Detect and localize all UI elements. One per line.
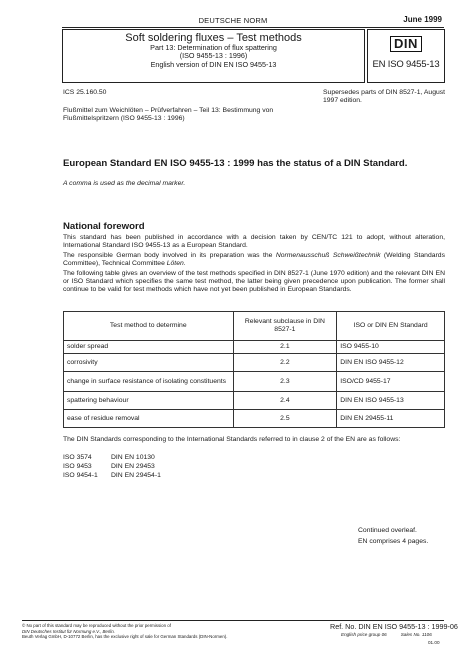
copyright-line: DIN Deutsches Institut für Normung e.V., Berlin. bbox=[22, 628, 115, 634]
din-ref: DIN EN 29454-1 bbox=[111, 471, 161, 479]
page-count: EN comprises 4 pages. bbox=[358, 538, 429, 545]
iso-ref: ISO 9453 bbox=[63, 462, 92, 470]
title-block bbox=[62, 29, 365, 83]
national-foreword-heading: National foreword bbox=[63, 221, 145, 232]
column-header: ISO or DIN EN Standard bbox=[337, 312, 445, 341]
table-row bbox=[64, 341, 445, 354]
table-cell: ISO/CD 9455-17 bbox=[337, 372, 445, 392]
din-block bbox=[367, 29, 445, 83]
table-cell: ISO 9455-10 bbox=[337, 341, 445, 354]
p2-text: . bbox=[183, 260, 186, 268]
foreword-paragraph-2 bbox=[63, 252, 445, 268]
table-cell: DIN EN 29455-11 bbox=[337, 410, 445, 428]
table-cell: spattering behaviour bbox=[64, 392, 234, 410]
ics-code: ICS 25.160.50 bbox=[63, 89, 107, 96]
table-cell: 2.5 bbox=[233, 410, 337, 428]
technical-committee-de: Löten bbox=[166, 260, 184, 268]
table-row bbox=[64, 410, 445, 428]
reference-number: Ref. No. DIN EN ISO 9455-13 : 1999-06 bbox=[330, 622, 458, 631]
reference-list bbox=[63, 454, 161, 480]
test-methods-table bbox=[63, 311, 445, 428]
table-cell: 2.4 bbox=[233, 392, 337, 410]
table-row bbox=[64, 392, 445, 410]
sales-number: Sales No. 1106 bbox=[400, 632, 432, 637]
table-cell: 2.3 bbox=[233, 372, 337, 392]
column-header: Test method to determine bbox=[64, 312, 234, 341]
table-cell: solder spread bbox=[64, 341, 234, 354]
table-cell: 2.2 bbox=[233, 354, 337, 372]
continued-overleaf: Continued overleaf. bbox=[358, 527, 417, 534]
document-title: Soft soldering fluxes – Test methods bbox=[125, 32, 302, 44]
table-row bbox=[64, 354, 445, 372]
p2-text: (Welding Standards Committee), Technical Committee bbox=[63, 252, 445, 268]
supersedes-note: Supersedes parts of DIN 8527-1, August 1997 edition. bbox=[323, 89, 446, 104]
continuation-note bbox=[358, 525, 428, 547]
list-item bbox=[63, 463, 161, 472]
publication-date: June 1999 bbox=[403, 15, 442, 24]
document-part: Part 13: Determination of flux spattering bbox=[150, 43, 277, 52]
table-row bbox=[64, 372, 445, 392]
table-cell: change in surface resistance of isolating constituents bbox=[64, 372, 234, 392]
english-version-note: English version of DIN EN ISO 9455-13 bbox=[150, 59, 277, 69]
iso-ref: ISO 3574 bbox=[63, 454, 92, 461]
copyright-line: © No part of this standard may be reproduced without the prior permission of bbox=[22, 623, 171, 628]
table-cell: corrosivity bbox=[64, 354, 234, 372]
iso-reference: (ISO 9455-13 : 1996) bbox=[179, 51, 248, 61]
standard-number: EN ISO 9455-13 bbox=[372, 59, 440, 70]
table-cell: DIN EN ISO 9455-13 bbox=[337, 392, 445, 410]
copyright-notice bbox=[22, 623, 322, 640]
table-header-row bbox=[64, 312, 445, 341]
edition-code: 01.00 bbox=[428, 640, 440, 645]
footer-rule bbox=[22, 620, 444, 621]
foreword-paragraph-3: The following table gives an overview of the test methods specified in DIN 8527-1 (June 1970 edition) and the relevant DIN EN or ISO Standard which specifies the same test method, the latter being given precedence upon publication. The former shall continue to be valid for test methods which have not yet been published in European Standards. bbox=[63, 270, 445, 294]
list-item bbox=[63, 472, 161, 481]
table-cell: 2.1 bbox=[233, 341, 337, 354]
din-ref: DIN EN 29453 bbox=[111, 462, 155, 470]
foreword-paragraph-1: This standard has been published in accordance with a decision taken by CEN/TC 121 to adopt, without alteration, International Standard ISO 9455-13 as a European Standard. bbox=[63, 234, 445, 250]
status-heading: European Standard EN ISO 9455-13 : 1999 has the status of a DIN Standard. bbox=[63, 158, 408, 169]
german-title: Flußmittel zum Weichlöten – Prüfverfahren – Teil 13: Bestimmung von Flußmittelspritzern (ISO 9455-13 : 1996) bbox=[63, 107, 274, 122]
decimal-marker-note: A comma is used as the decimal marker. bbox=[63, 180, 186, 187]
p2-text: The responsible German body involved in its preparation was the bbox=[63, 252, 276, 259]
din-ref: DIN EN 10130 bbox=[111, 454, 155, 461]
table-cell: DIN EN ISO 9455-12 bbox=[337, 354, 445, 372]
din-logo: DIN bbox=[390, 36, 422, 52]
copyright-line: Beuth Verlag GmbH, D-10772 Berlin, has the exclusive right of sale for German Standards (DIN-Normen). bbox=[22, 634, 228, 640]
column-header: Relevant subclause in DIN 8527-1 bbox=[233, 312, 337, 341]
table-cell: ease of residue removal bbox=[64, 410, 234, 428]
price-group: English price group 06 bbox=[341, 632, 387, 637]
list-item bbox=[63, 454, 161, 463]
corresponding-standards-intro: The DIN Standards corresponding to the International Standards referred to in clause 2 of the EN are as follows: bbox=[63, 436, 401, 443]
committee-name-de: Normenausschuß Schweißtechnik bbox=[275, 252, 381, 259]
price-info bbox=[341, 632, 432, 637]
document-type: DEUTSCHE NORM bbox=[198, 16, 268, 25]
header-rule bbox=[62, 27, 444, 28]
iso-ref: ISO 9454-1 bbox=[63, 471, 98, 479]
